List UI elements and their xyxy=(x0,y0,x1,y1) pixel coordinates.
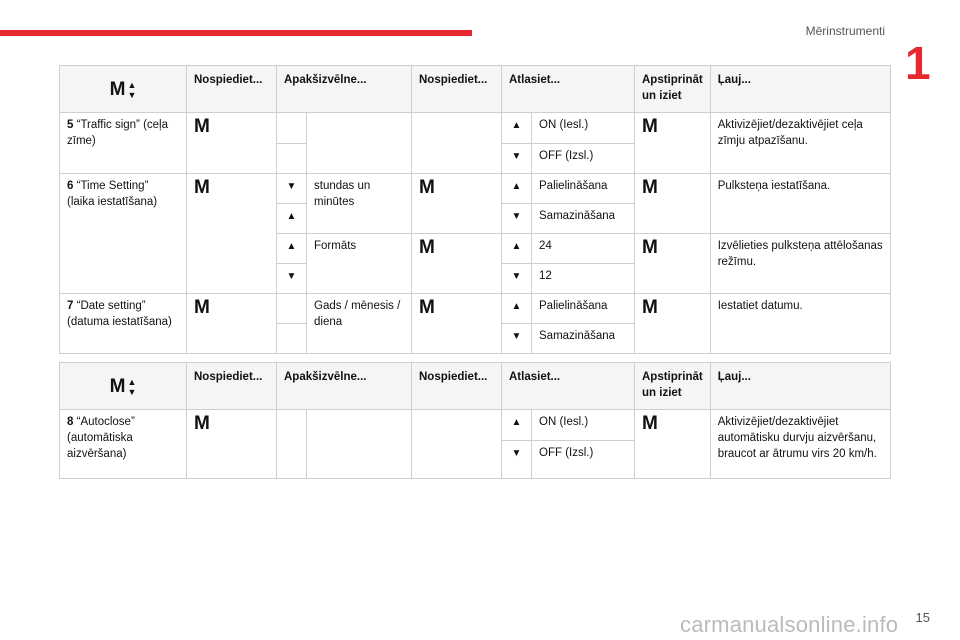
option-label: OFF (Izsl.) xyxy=(532,144,635,174)
up-arrow-icon: ▲ xyxy=(502,410,532,441)
description: Aktivizējiet/dezaktivējiet ceļa zīmju atpazīšanu. xyxy=(710,113,890,174)
up-arrow-icon: ▲ xyxy=(502,234,532,264)
m-button-icon: M xyxy=(635,174,711,234)
table-row xyxy=(60,410,891,441)
option-label: Samazināšana xyxy=(532,204,635,234)
table-row xyxy=(60,294,891,324)
description: Pulksteņa iestatīšana. xyxy=(710,174,890,234)
col-press: Nospiediet... xyxy=(187,363,277,410)
down-arrow-icon: ▼ xyxy=(502,324,532,354)
description: Aktivizējiet/dezaktivējiet automātisku durvju aizvēršanu, braucot ar ātrumu virs 20 km/h. xyxy=(710,410,890,479)
table-header-row xyxy=(60,66,891,113)
option-label: ON (Iesl.) xyxy=(532,113,635,144)
description: Iestatiet datumu. xyxy=(710,294,890,354)
description: Izvēlieties pulksteņa attēlošanas režīmu. xyxy=(710,234,890,294)
chapter-number: 1 xyxy=(905,37,931,89)
m-button-icon: M xyxy=(412,294,502,354)
col-press-2: Nospiediet... xyxy=(412,66,502,113)
option-label: ON (Iesl.) xyxy=(532,410,635,441)
table-header-row xyxy=(60,363,891,410)
m-button-icon: M xyxy=(635,410,711,479)
down-arrow-icon: ▼ xyxy=(277,174,307,204)
down-arrow-icon: ▼ xyxy=(502,144,532,174)
option-label: Samazināšana xyxy=(532,324,635,354)
submenu-label: Formāts xyxy=(307,234,412,294)
m-button-icon: M xyxy=(635,294,711,354)
down-arrow-icon: ▼ xyxy=(502,441,532,479)
col-press: Nospiediet... xyxy=(187,66,277,113)
submenu-label: stundas un minūtes xyxy=(307,174,412,234)
row-label: 7 “Date setting” (datuma iestatīšana) xyxy=(60,294,187,354)
up-arrow-icon: ▲ xyxy=(502,294,532,324)
m-button-icon: M xyxy=(187,113,277,174)
m-button-icon: M xyxy=(412,234,502,294)
settings-table-2 xyxy=(59,362,891,479)
down-arrow-icon: ▼ xyxy=(277,264,307,294)
m-button-icon: M xyxy=(187,174,277,294)
section-title: Mērinstrumenti xyxy=(805,24,885,38)
m-updown-icon: M ▲ ▼ xyxy=(60,66,187,113)
page-number: 15 xyxy=(915,610,930,625)
row-label: 5 “Traffic sign” (ceļa zīme) xyxy=(60,113,187,174)
watermark: carmanualsonline.info xyxy=(680,612,899,637)
m-button-icon: M xyxy=(187,410,277,479)
chapter-red-bar xyxy=(0,30,472,36)
m-updown-icon: M ▲ ▼ xyxy=(60,363,187,410)
row-label: 8 “Autoclose” (automātiska aizvēršana) xyxy=(60,410,187,479)
option-label: OFF (Izsl.) xyxy=(532,441,635,479)
m-button-icon: M xyxy=(412,174,502,234)
up-arrow-icon: ▲ xyxy=(277,204,307,234)
option-label: Palielināšana xyxy=(532,294,635,324)
col-confirm: Apstiprināt un iziet xyxy=(635,363,711,410)
option-label: 24 xyxy=(532,234,635,264)
table-row xyxy=(60,174,891,204)
option-label: Palielināšana xyxy=(532,174,635,204)
row-label: 6 “Time Setting” (laika iestatīšana) xyxy=(60,174,187,294)
table-row xyxy=(60,113,891,144)
col-allows: Ļauj... xyxy=(710,66,890,113)
option-label: 12 xyxy=(532,264,635,294)
col-allows: Ļauj... xyxy=(710,363,890,410)
settings-table-1 xyxy=(59,65,891,354)
m-button-icon: M xyxy=(187,294,277,354)
col-submenu: Apakšizvēlne... xyxy=(277,363,412,410)
down-arrow-icon: ▼ xyxy=(502,264,532,294)
down-arrow-icon: ▼ xyxy=(502,204,532,234)
m-button-icon: M xyxy=(635,113,711,174)
col-submenu: Apakšizvēlne... xyxy=(277,66,412,113)
up-arrow-icon: ▲ xyxy=(277,234,307,264)
submenu-label: Gads / mēnesis / diena xyxy=(307,294,412,354)
up-arrow-icon: ▲ xyxy=(502,174,532,204)
col-press-2: Nospiediet... xyxy=(412,363,502,410)
m-button-icon: M xyxy=(635,234,711,294)
up-arrow-icon: ▲ xyxy=(502,113,532,144)
col-select: Atlasiet... xyxy=(502,66,635,113)
col-select: Atlasiet... xyxy=(502,363,635,410)
col-confirm: Apstiprināt un iziet xyxy=(635,66,711,113)
